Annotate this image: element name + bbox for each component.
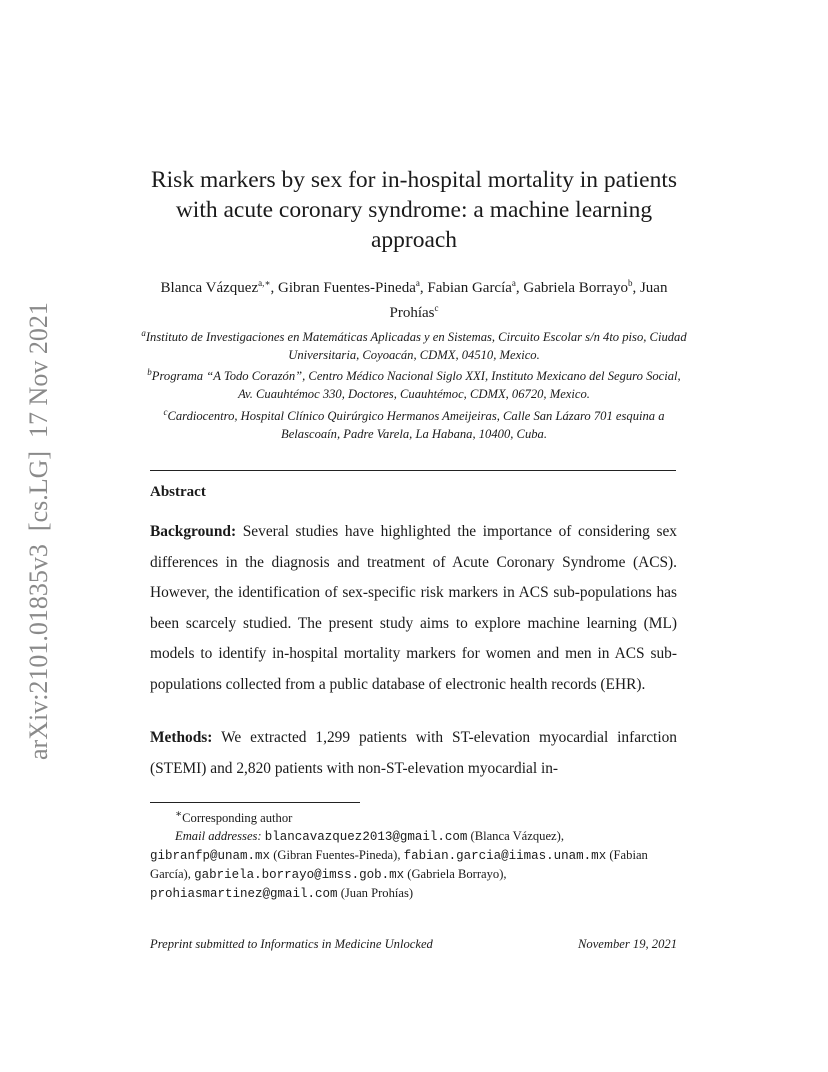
paper-title: Risk markers by sex for in-hospital mortality in patients with acute coronary syndrome: a machine learning approach (150, 167, 678, 253)
corresponding-author-label: Corresponding author (182, 811, 293, 826)
footer-date: November 19, 2021 (578, 937, 677, 951)
author-name: Juan Prohías (389, 280, 668, 321)
email-owner: (Blanca Vázquez), (470, 829, 564, 844)
email-link[interactable]: prohiasmartinez@gmail.com (150, 887, 338, 902)
abstract-heading: Abstract (150, 484, 206, 500)
affiliation-mark: c (163, 406, 168, 417)
author-affiliation-mark: b (627, 278, 633, 288)
background-text: Several studies have highlighted the importance of considering sex differences in the diagnosis and treatment of Acute Coronary Syndrome (ACS). However, the identification of sex-specific risk markers in ACS sub-populations has been scarcely studied. The present study aims to explore machine learning (ML) models to identify in-hospital mortality markers for women and men in ACS sub-populations collected from a public database of electronic health records (EHR). (150, 523, 678, 693)
abstract-methods-paragraph (150, 723, 677, 784)
author-affiliation-mark: a (511, 278, 516, 288)
email-owner: (Fabian García), (150, 848, 648, 882)
author-name: Blanca Vázquez (160, 280, 259, 296)
abstract-background-paragraph (150, 517, 677, 700)
email-owner: (Gabriela Borrayo), (407, 867, 507, 882)
author-affiliation-mark: a (415, 278, 420, 288)
affiliation-text: Programa “A Todo Corazón”, Centro Médico Nacional Siglo XXI, Instituto Mexicano del Seguro Social, Av. Cuauhtémoc 330, Doctores, Cuauhtémoc, CDMX, 06720, Mexico. (151, 369, 681, 402)
author-affiliation-mark: a,∗ (258, 278, 271, 288)
email-link[interactable]: blancavazquez2013@gmail.com (264, 830, 468, 845)
footnote-divider (150, 802, 360, 803)
affiliation-b (140, 364, 688, 403)
email-label: Email addresses: (175, 829, 262, 844)
email-addresses (150, 827, 677, 903)
author-name: Fabian García (427, 280, 512, 296)
arxiv-identifier-stamp (17, 280, 57, 760)
arxiv-identifier-text: arXiv:2101.01835v3 [cs.LG] 17 Nov 2021 (24, 302, 53, 760)
email-owner: (Gibran Fuentes-Pineda), (273, 848, 401, 863)
author-name: Gabriela Borrayo (523, 280, 628, 296)
page-footer (150, 937, 677, 952)
affiliation-text: Cardiocentro, Hospital Clínico Quirúrgico Hermanos Ameijeiras, Calle San Lázaro 701 esquina a Belascoaín, Padre Varela, La Habana, 10400, Cuba. (167, 408, 665, 441)
footnote-mark: ∗ (175, 809, 183, 820)
email-link[interactable]: gabriela.borrayo@imss.gob.mx (194, 868, 405, 883)
background-label: Background: (150, 523, 237, 540)
preprint-note: Preprint submitted to Informatics in Medicine Unlocked (150, 937, 433, 951)
email-link[interactable]: fabian.garcia@iimas.unam.mx (403, 849, 607, 864)
affiliation-text: Instituto de Investigaciones en Matemáticas Aplicadas y en Sistemas, Circuito Escolar s/n 4to piso, Ciudad Universitaria, Coyoacán, CDMX, 04510, Mexico. (145, 330, 687, 362)
affiliation-c (140, 404, 688, 443)
methods-text: We extracted 1,299 patients with ST-elevation myocardial infarction (STEMI) and 2,820 patients with non-ST-elevation myocardial in- (150, 729, 677, 777)
abstract-divider (150, 470, 676, 471)
affiliation-mark: b (147, 367, 152, 378)
footnotes (150, 806, 677, 903)
email-owner: (Juan Prohías) (340, 886, 414, 901)
affiliations (140, 325, 688, 443)
methods-label: Methods: (150, 729, 213, 746)
author-list: Blanca Vázquez$^{a,∗}$, Gibran Fuentes-Pineda$^a$, Fabian García$^a$, Gabriela Borrayo$^b$, Juan Prohías$^c$ (160, 278, 668, 321)
author-name: Gibran Fuentes-Pineda (277, 280, 416, 296)
affiliation-mark: a (141, 328, 146, 338)
email-link[interactable]: gibranfp@unam.mx (150, 849, 271, 864)
author-affiliation-mark: c (434, 303, 439, 313)
affiliation-a (140, 325, 688, 364)
corresponding-author-note (150, 806, 677, 827)
